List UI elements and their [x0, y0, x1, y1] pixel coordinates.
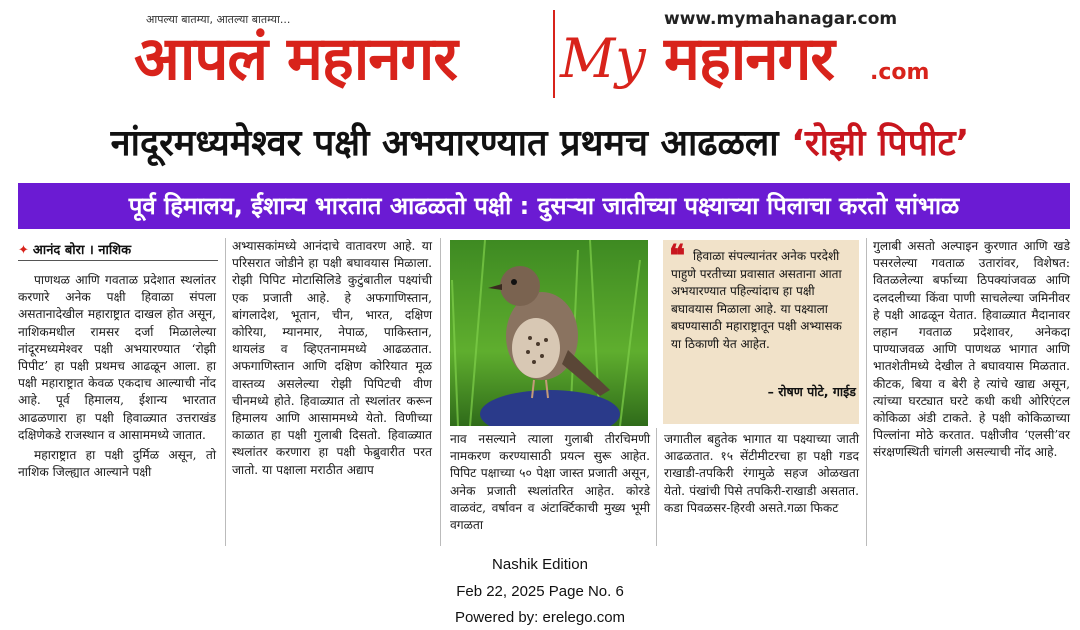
- subheadline-banner: पूर्व हिमालय, ईशान्य भारतात आढळतो पक्षी : दुसऱ्या जातीच्या पक्ष्याच्या पिलाचा करतो सांभाळ: [18, 183, 1070, 229]
- website-url[interactable]: www.mymahanagar.com: [664, 9, 898, 29]
- column-2-paragraph: अभ्यासकांमध्ये आनंदाचे वातावरण आहे. या परिसरात जोडीने हा पक्षी बघावयास मिळाला. रोझी पिपिट मोटासिलिडे कुटुंबातील पक्ष्यांची एक प्रजाती आहे. हे अफगाणिस्तान, बांगलादेश, भूतान, चीन, भारत, दक्षिण कोरिया, म्यानमार, नेपाळ, पाकिस्तान, थायलंड व व्हिएतनाममध्ये आढळतात. अफगाणिस्तान आणि दक्षिण कोरियात मूळ वास्तव्य असलेल्या रोझी पिपिटची वीण चीनमध्ये होते. हिवाळ्यात तो स्थलांतर करून हिमालय आणि आसाममध्ये येतो. विणीच्या काळात हा पक्षी गुलाबी दिसतो. हिवाळ्यात स्थलांतर करणारा हा पक्षी फेब्रुवारीत परत जातो. या पक्षाला मराठीत अद्याप: [232, 239, 432, 477]
- article-column-2: [232, 238, 432, 482]
- article-column-1: [18, 272, 216, 484]
- brand-logo-my: My: [560, 27, 646, 90]
- article-headline: [0, 112, 1080, 176]
- headline-main: नांदूरमध्यमेश्वर पक्षी अभयारण्यात प्रथमच आढळला: [110, 123, 779, 164]
- column-1-paragraph-2: महाराष्ट्रात हा पक्षी दुर्मिळ असून, तो नाशिक जिल्ह्यात आल्याने पक्षी: [18, 448, 216, 480]
- column-3-paragraph: नाव नसल्याने त्याला गुलाबी तीरचिमणी नामकरण करण्यासाठी प्रयत्न सुरू आहेत. पिपिट पक्षाच्या ५० पेक्षा जास्त प्रजाती असून, अनेक प्रजाती स्थलांतरित आहेत. कोरडे वाळवंट, वर्षावन व अंटार्क्टिकाची मुख्य भूमी वगळता: [450, 432, 650, 533]
- quote-author: – रोषण पोटे, गाईड: [767, 384, 856, 399]
- brand-logo-com: .com: [870, 60, 930, 85]
- headline-highlight: ‘रोझी पिपीट’: [791, 123, 970, 164]
- byline-star-icon: ✦: [18, 243, 29, 258]
- column-divider: [225, 238, 226, 546]
- byline-text: आनंद बोरा । नाशिक: [32, 243, 132, 258]
- bird-photo: [450, 240, 648, 426]
- masthead: [0, 0, 1080, 108]
- column-divider: [656, 428, 657, 546]
- footer-edition: Nashik Edition: [492, 556, 588, 573]
- brand-logo-marathi: आपलं महानगर: [134, 24, 457, 94]
- byline-rule: [18, 260, 218, 261]
- article-column-5: [873, 238, 1070, 465]
- column-divider: [866, 238, 867, 546]
- quote-text: हिवाळा संपल्यानंतर अनेक परदेशी पाहुणे परतीच्या प्रवासात असताना आता अभयारण्यात पहिल्यांदाच हा पक्षी बघावयास मिळाला आहे. या पक्ष्याला बघण्यासाठी महाराष्ट्रातून पक्षी अभ्यासक या ठिकाणी येत आहेत.: [671, 249, 842, 351]
- masthead-divider: [553, 10, 555, 98]
- article-column-4: [664, 431, 859, 520]
- column-5-paragraph: गुलाबी असतो अल्पाइन कुरणात आणि खडे पसरलेल्या गवताळ उतारांवर, विशेषत: वितळलेल्या बर्फाच्या ठिपक्यांजवळ आणि दलदलीच्या किंवा पाणी साचलेल्या जमिनीवर हे पक्षी आढळून येतात. हिवाळ्यात मैदानावर लहान गवताळ प्रदेशावर, अनेकदा पाण्याजवळ आणि पाणथळ भागात आणि भातशेतीमध्ये देखील ते बघावयास मिळतात. कीटक, बिया व बेरी हे त्यांचे खाद्य असून, त्यांच्या घरट्यात घरटे कधी कधी ओरिएंटल कोकिळा अंडी टाकते. हे पक्षी कोकिळाच्या पिल्लांना मोठे करतात. पक्षीजीव ‘एलसी’वर संरक्षणस्थिती चांगली असल्याची नोंद आहे.: [873, 239, 1070, 460]
- footer-date-page: Feb 22, 2025 Page No. 6: [456, 583, 624, 600]
- column-1-paragraph-1: पाणथळ आणि गवताळ प्रदेशात स्थलांतर करणारे अनेक पक्षी हिवाळा संपला असतानादेखील महाराष्ट्रात दाखल होत असून, नाशिकमधील रामसर दर्जा मिळालेल्या नांदूरमध्यमेश्वर पक्षी अभयारण्यात ‘रोझी पिपीट’ हा पक्षी प्रथमच आढळून आला. हा पक्षी महाराष्ट्रात केवळ एकदाच आल्याची नोंद आहे. पूर्व हिमालय, ईशान्य भारतात आढळणारा हा पक्षी हिवाळ्यात उत्तराखंड दक्षिणेकडे राजस्थान व आसाममध्ये जातात.: [18, 273, 216, 442]
- masthead-tagline: आपल्या बातम्या, आतल्या बातम्या...: [146, 13, 291, 26]
- column-4-paragraph: जगातील बहुतेक भागात या पक्ष्याच्या जाती आढळतात. १५ सेंटीमीटरचा हा पक्षी गडद राखाडी-तपकिरी रंगामुळे सहज ओळखता येतो. पंखांची पिसे तपकिरी-राखाडी असतात. कडा पिवळसर-हिरवी असते.गळा फिकट: [664, 432, 859, 515]
- column-divider: [440, 238, 441, 546]
- byline: [18, 240, 131, 258]
- quote-mark-icon: ❝: [669, 239, 686, 274]
- brand-logo-mahanagar: महानगर: [664, 24, 834, 94]
- footer-powered-by[interactable]: Powered by: erelego.com: [454, 609, 626, 626]
- article-column-3: [450, 431, 650, 537]
- rosy-pipit-photo-icon: [450, 240, 648, 426]
